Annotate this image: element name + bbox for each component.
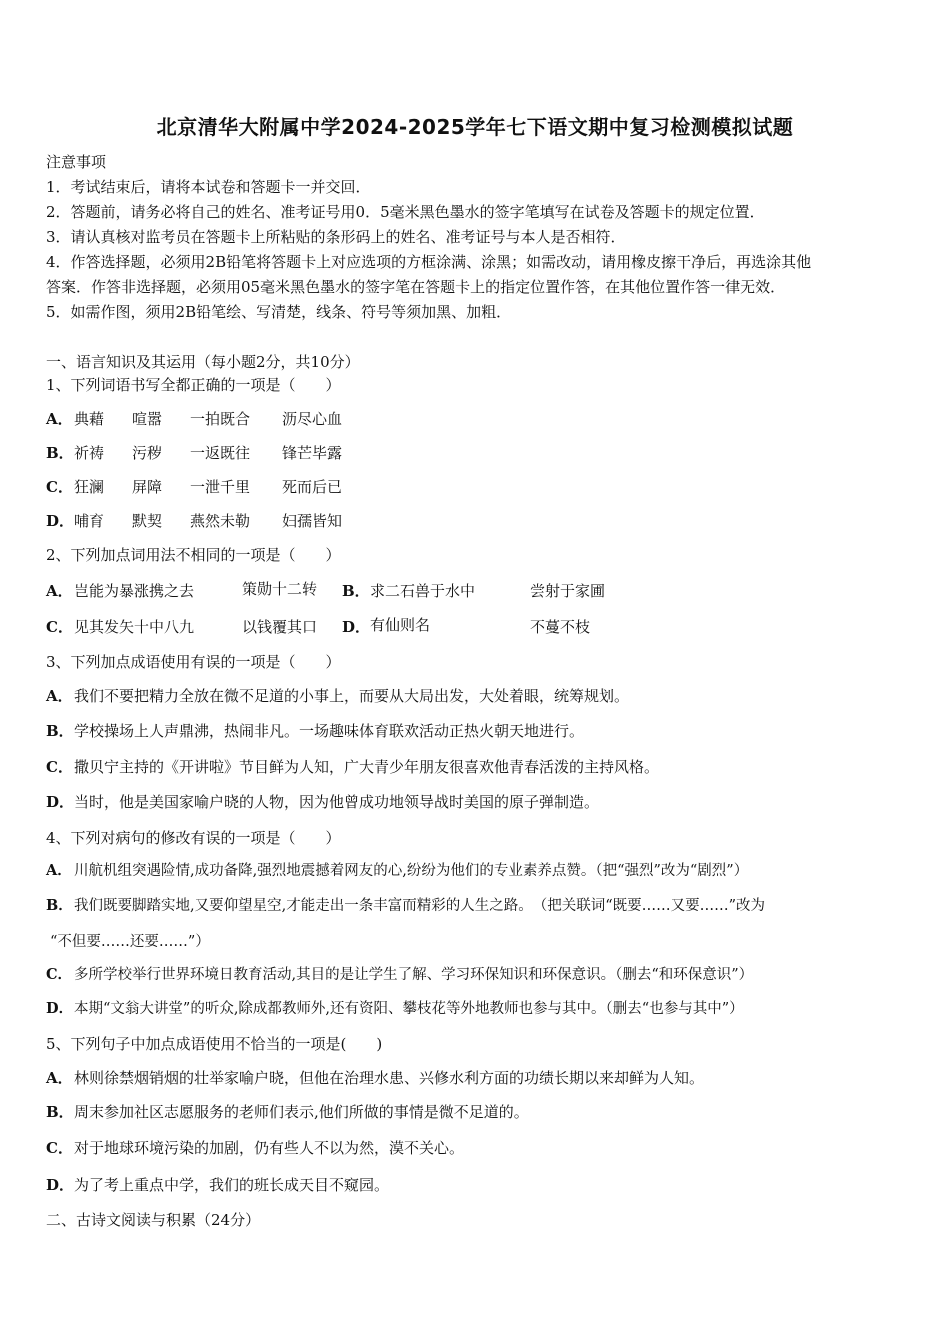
- q2-option-d-text1: 有仙则名: [370, 616, 431, 634]
- notice-heading: 注意事项: [46, 153, 107, 171]
- q2-option-c-text1: 见其发矢十中八九: [74, 618, 195, 636]
- q5-option-b: B．周末参加社区志愿服务的老师们表示,他们所做的事情是微不足道的。: [46, 1103, 529, 1121]
- q2-option-d-letter: D．: [342, 618, 371, 636]
- q1-option-b: B．祈祷 污秽 一返既往 锋芒毕露: [46, 444, 343, 462]
- section-heading-2: 二、古诗文阅读与积累（24分）: [46, 1211, 261, 1229]
- notice-item: 5．如需作图，须用2B铅笔绘、写清楚，线条、符号等须加黑、加粗．: [46, 303, 512, 321]
- q3-option-a: A．我们不要把精力全放在微不足道的小事上，而要从大局出发，大处着眼，统筹规划。: [46, 687, 630, 705]
- q2-option-b-text1: 求二石兽于水中: [370, 582, 476, 600]
- notice-item: 4．作答选择题，必须用2B铅笔将答题卡上对应选项的方框涂满、涂黑；如需改动，请用橡皮擦干净后，再选涂其他: [46, 253, 812, 271]
- notice-item: 答案．作答非选择题，必须用05毫米黑色墨水的签字笔在答题卡上的指定位置作答，在其他位置作答一律无效．: [46, 278, 786, 296]
- question-5-stem: 5、下列句子中加点成语使用不恰当的一项是( ): [46, 1035, 383, 1053]
- section-heading-1: 一、语言知识及其运用（每小题2分，共10分）: [46, 353, 360, 371]
- q1-option-a: A．典藉 喧嚣 一拍既合 沥尽心血: [46, 410, 343, 428]
- q2-option-a-text1: 岂能为暴涨携之去: [74, 582, 195, 600]
- q1-option-d: D．哺育 默契 燕然未勒 妇孺皆知: [46, 512, 343, 530]
- q5-option-d: D．为了考上重点中学，我们的班长成天目不窥园。: [46, 1176, 390, 1194]
- q4-option-d: D．本期“文翁大讲堂”的听众,除成都教师外,还有资阳、攀枝花等外地教师也参与其中。（删去“也参与其中”）: [46, 1000, 744, 1017]
- q1-option-c: C．狂澜 屏障 一泄千里 死而后已: [46, 478, 343, 496]
- q3-option-c: C．撒贝宁主持的《开讲啦》节目鲜为人知，广大青少年朋友很喜欢他青春活泼的主持风格。: [46, 758, 660, 776]
- question-1-stem: 1、下列词语书写全都正确的一项是（ ）: [46, 376, 341, 394]
- q4-option-b-continued: “不但要……还要……”）: [50, 934, 210, 950]
- q5-option-c: C．对于地球环境污染的加剧，仍有些人不以为然，漠不关心。: [46, 1139, 465, 1157]
- question-2-stem: 2、下列加点词用法不相同的一项是（ ）: [46, 546, 341, 564]
- q2-option-a-letter: A．: [46, 582, 73, 600]
- q4-option-a: A． 川航机组突遇险情,成功备降,强烈地震撼着网友的心,纷纷为他们的专业素养点赞。（把“强烈”改为“剧烈”）: [46, 862, 749, 879]
- q2-option-a-text2: 策勋十二转: [242, 580, 318, 598]
- q2-option-c-letter: C．: [46, 618, 73, 636]
- q2-option-b-text2: 尝射于家圃: [530, 582, 606, 600]
- q3-option-b: B．学校操场上人声鼎沸，热闹非凡。一场趣味体育联欢活动正热火朝天地进行。: [46, 722, 585, 740]
- notice-item: 2．答题前，请务必将自己的姓名、准考证号用0．5毫米黑色墨水的签字笔填写在试卷及答题卡的规定位置．: [46, 203, 765, 221]
- q4-option-b: B．我们既要脚踏实地,又要仰望星空,才能走出一条丰富而精彩的人生之路。 （把关联词“既要……又要……”改为: [46, 897, 766, 914]
- notice-item: 1．考试结束后，请将本试卷和答题卡一并交回．: [46, 178, 371, 196]
- question-3-stem: 3、下列加点成语使用有误的一项是（ ）: [46, 653, 341, 671]
- notice-item: 3．请认真核对监考员在答题卡上所粘贴的条形码上的姓名、准考证号与本人是否相符．: [46, 228, 626, 246]
- q2-option-d-text2: 不蔓不枝: [530, 618, 591, 636]
- page-title: 北京清华大附属中学2024-2025学年七下语文期中复习检测模拟试题: [156, 115, 794, 139]
- q5-option-a: A．林则徐禁烟销烟的壮举家喻户晓，但他在治理水患、兴修水利方面的功绩长期以来却鲜为人知。: [46, 1069, 705, 1087]
- question-4-stem: 4、下列对病句的修改有误的一项是（ ）: [46, 829, 341, 847]
- q2-option-b-letter: B．: [342, 582, 370, 600]
- q3-option-d: D．当时，他是美国家喻户晓的人物，因为他曾成功地领导战时美国的原子弹制造。: [46, 793, 600, 811]
- q2-option-c-text2: 以钱覆其口: [242, 618, 318, 636]
- q4-option-c: C． 多所学校举行世界环境日教育活动,其目的是让学生了解、学习环保知识和环保意识。（删去“和环保意识”）: [46, 966, 754, 983]
